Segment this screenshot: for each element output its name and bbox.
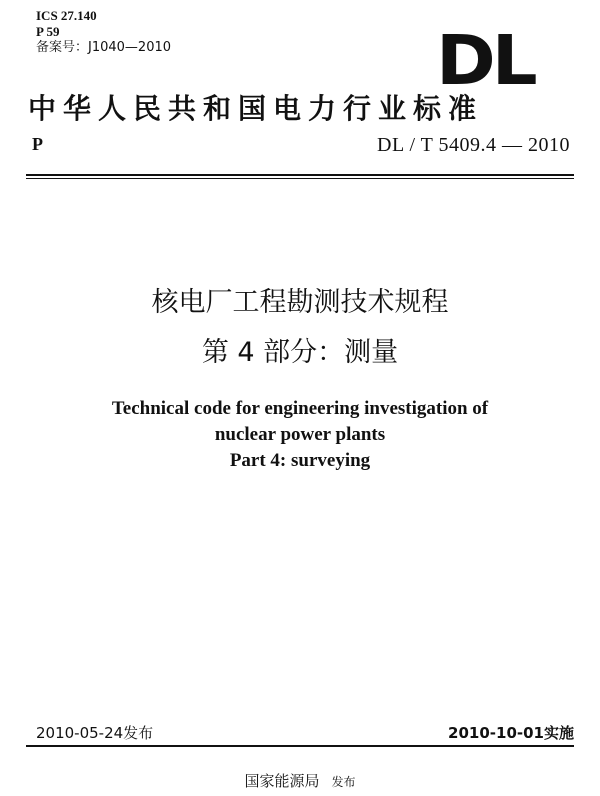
- publisher-name: 国家能源局: [244, 772, 320, 790]
- title-en-line3: Part 4: surveying: [229, 450, 371, 471]
- record-number: 备案号：J1040—2010: [36, 40, 172, 55]
- industry-standard-title: 中华人民共和国电力行业标准: [28, 92, 484, 125]
- title-cn-part: 第 4 部分：测量: [201, 337, 399, 368]
- issue-date: 2010-05-24发布: [36, 724, 154, 742]
- publish-action: 发布: [331, 775, 356, 789]
- effective-date: 2010-10-01实施: [448, 724, 574, 742]
- dl-logo: DL: [436, 20, 534, 100]
- category-code: P 59: [36, 24, 60, 39]
- standard-number: DL / T 5409.4 — 2010: [377, 134, 570, 156]
- publisher-line: [0, 770, 600, 791]
- p-code: P: [32, 134, 43, 154]
- title-cn-main: 核电厂工程勘测技术规程: [151, 287, 449, 318]
- header-rule-thick: [26, 174, 574, 176]
- footer-rule: [26, 745, 574, 747]
- header-rule-thin: [26, 178, 574, 179]
- ics-number: ICS 27.140: [36, 8, 97, 23]
- title-en-line2: nuclear power plants: [214, 424, 386, 445]
- title-en-line1: Technical code for engineering investigation of: [111, 398, 489, 419]
